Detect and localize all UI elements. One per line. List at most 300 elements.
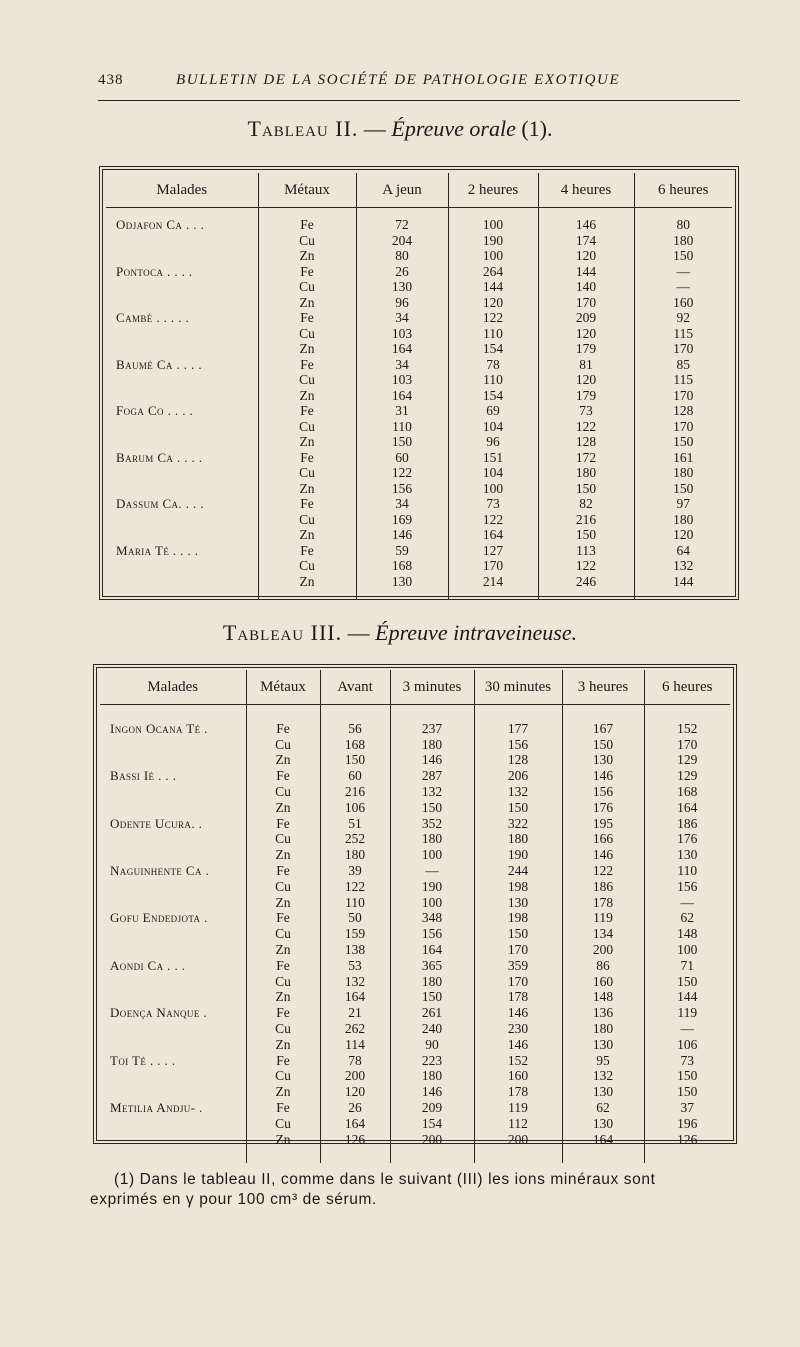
value-cell: 146 bbox=[356, 527, 448, 543]
value-cell: 154 bbox=[448, 341, 538, 357]
table2-header: Malades bbox=[106, 173, 258, 208]
value-cell: 178 bbox=[562, 895, 644, 911]
value-cell: 180 bbox=[320, 847, 390, 863]
value-cell: 92 bbox=[634, 310, 732, 326]
patient-name-cell bbox=[100, 1037, 246, 1053]
metal-cell: Fe bbox=[258, 403, 356, 419]
value-cell: 150 bbox=[474, 800, 562, 816]
table-row bbox=[100, 974, 730, 990]
metal-cell: Zn bbox=[258, 295, 356, 311]
value-cell: 120 bbox=[448, 295, 538, 311]
table-row bbox=[106, 233, 732, 249]
table3-header: 3 minutes bbox=[390, 670, 474, 705]
metal-cell: Fe bbox=[246, 958, 320, 974]
value-cell: 113 bbox=[538, 543, 634, 559]
value-cell: 122 bbox=[538, 558, 634, 574]
value-cell: 39 bbox=[320, 863, 390, 879]
table2-caption-note: (1). bbox=[515, 116, 553, 141]
value-cell: 178 bbox=[474, 989, 562, 1005]
table-row bbox=[100, 816, 730, 832]
value-cell: 246 bbox=[538, 574, 634, 590]
value-cell: 261 bbox=[390, 1005, 474, 1021]
value-cell: 164 bbox=[320, 989, 390, 1005]
value-cell: 73 bbox=[644, 1053, 730, 1069]
metal-cell: Fe bbox=[258, 264, 356, 280]
table-row bbox=[100, 768, 730, 784]
value-cell: 154 bbox=[448, 388, 538, 404]
value-cell: 148 bbox=[562, 989, 644, 1005]
value-cell: 198 bbox=[474, 879, 562, 895]
value-cell: 180 bbox=[390, 1068, 474, 1084]
metal-cell: Fe bbox=[258, 357, 356, 373]
table3-header: 3 heures bbox=[562, 670, 644, 705]
value-cell: 160 bbox=[562, 974, 644, 990]
value-cell: 119 bbox=[562, 910, 644, 926]
patient-name-cell bbox=[100, 737, 246, 753]
metal-cell: Fe bbox=[246, 721, 320, 737]
value-cell: 130 bbox=[562, 1037, 644, 1053]
value-cell: 122 bbox=[448, 512, 538, 528]
patient-name-cell bbox=[106, 419, 258, 435]
value-cell: 120 bbox=[634, 527, 732, 543]
value-cell: 150 bbox=[390, 989, 474, 1005]
table-row bbox=[106, 310, 732, 326]
value-cell: 156 bbox=[644, 879, 730, 895]
patient-name-cell bbox=[100, 989, 246, 1005]
value-cell: 156 bbox=[390, 926, 474, 942]
value-cell: 150 bbox=[644, 1068, 730, 1084]
table-row bbox=[100, 1100, 730, 1116]
value-cell: 128 bbox=[634, 403, 732, 419]
value-cell: 170 bbox=[538, 295, 634, 311]
table-spacer-cell bbox=[320, 705, 390, 721]
table-spacer-cell bbox=[562, 1147, 644, 1163]
metal-cell: Fe bbox=[258, 217, 356, 233]
value-cell: 103 bbox=[356, 372, 448, 388]
table-row bbox=[106, 372, 732, 388]
value-cell: 170 bbox=[474, 942, 562, 958]
value-cell: 180 bbox=[538, 465, 634, 481]
metal-cell: Zn bbox=[258, 341, 356, 357]
value-cell: 34 bbox=[356, 310, 448, 326]
table2-header: 4 heures bbox=[538, 173, 634, 208]
value-cell: 200 bbox=[474, 1132, 562, 1148]
value-cell: 167 bbox=[562, 721, 644, 737]
value-cell: 150 bbox=[390, 800, 474, 816]
value-cell: 180 bbox=[474, 831, 562, 847]
metal-cell: Cu bbox=[246, 926, 320, 942]
table2-caption-dash: — bbox=[358, 116, 392, 141]
table-row bbox=[100, 989, 730, 1005]
patient-name-cell bbox=[100, 1021, 246, 1037]
value-cell: 168 bbox=[320, 737, 390, 753]
metal-cell: Zn bbox=[246, 1084, 320, 1100]
value-cell: 104 bbox=[448, 419, 538, 435]
value-cell: 160 bbox=[474, 1068, 562, 1084]
value-cell: 200 bbox=[320, 1068, 390, 1084]
running-head bbox=[98, 72, 740, 94]
table-row bbox=[106, 527, 732, 543]
table-row bbox=[106, 450, 732, 466]
patient-name-cell bbox=[100, 752, 246, 768]
value-cell: 73 bbox=[448, 496, 538, 512]
value-cell: 180 bbox=[634, 233, 732, 249]
value-cell: 190 bbox=[390, 879, 474, 895]
value-cell: 164 bbox=[448, 527, 538, 543]
table-spacer-row bbox=[106, 589, 732, 599]
metal-cell: Cu bbox=[258, 326, 356, 342]
value-cell: 161 bbox=[634, 450, 732, 466]
metal-cell: Cu bbox=[258, 512, 356, 528]
value-cell: 170 bbox=[634, 341, 732, 357]
value-cell: 170 bbox=[634, 388, 732, 404]
table-row bbox=[106, 403, 732, 419]
value-cell: 120 bbox=[538, 248, 634, 264]
value-cell: 90 bbox=[390, 1037, 474, 1053]
value-cell: 132 bbox=[634, 558, 732, 574]
value-cell: 34 bbox=[356, 496, 448, 512]
value-cell: 130 bbox=[562, 1116, 644, 1132]
value-cell: 134 bbox=[562, 926, 644, 942]
table-row bbox=[106, 279, 732, 295]
value-cell: 186 bbox=[562, 879, 644, 895]
value-cell: 216 bbox=[538, 512, 634, 528]
table-row bbox=[100, 784, 730, 800]
table-row bbox=[100, 1005, 730, 1021]
value-cell: 130 bbox=[356, 279, 448, 295]
metal-cell: Zn bbox=[246, 800, 320, 816]
patient-name-cell bbox=[106, 512, 258, 528]
value-cell: 132 bbox=[562, 1068, 644, 1084]
value-cell: 73 bbox=[538, 403, 634, 419]
value-cell: 130 bbox=[474, 895, 562, 911]
patient-name-cell bbox=[100, 800, 246, 816]
metal-cell: Fe bbox=[246, 768, 320, 784]
table-spacer-row bbox=[106, 208, 732, 218]
metal-cell: Fe bbox=[246, 863, 320, 879]
table-spacer-cell bbox=[258, 589, 356, 599]
value-cell: 150 bbox=[634, 248, 732, 264]
value-cell: 190 bbox=[448, 233, 538, 249]
value-cell: 150 bbox=[356, 434, 448, 450]
value-cell: 150 bbox=[320, 752, 390, 768]
value-cell: 85 bbox=[634, 357, 732, 373]
table2-header: 6 heures bbox=[634, 173, 732, 208]
table2-header: 2 heures bbox=[448, 173, 538, 208]
patient-name-cell: Metilia Andju- . bbox=[110, 1099, 203, 1115]
value-cell: 151 bbox=[448, 450, 538, 466]
table-row bbox=[100, 910, 730, 926]
table-spacer-cell bbox=[538, 208, 634, 218]
value-cell: 160 bbox=[634, 295, 732, 311]
value-cell: 100 bbox=[644, 942, 730, 958]
metal-cell: Zn bbox=[246, 847, 320, 863]
value-cell: 186 bbox=[644, 816, 730, 832]
table3-caption-label: Tableau III. bbox=[222, 620, 343, 645]
value-cell: 179 bbox=[538, 341, 634, 357]
metal-cell: Zn bbox=[246, 989, 320, 1005]
value-cell: 122 bbox=[538, 419, 634, 435]
value-cell: 179 bbox=[538, 388, 634, 404]
value-cell: 80 bbox=[634, 217, 732, 233]
patient-name-cell: Baumé Ca . . . . bbox=[116, 356, 202, 372]
value-cell: — bbox=[644, 1021, 730, 1037]
value-cell: 168 bbox=[356, 558, 448, 574]
value-cell: 138 bbox=[320, 942, 390, 958]
value-cell: 126 bbox=[320, 1132, 390, 1148]
patient-name-cell bbox=[106, 388, 258, 404]
metal-cell: Cu bbox=[246, 737, 320, 753]
table-spacer-row bbox=[100, 1147, 730, 1163]
table-row bbox=[100, 1084, 730, 1100]
patient-name-cell bbox=[100, 974, 246, 990]
patient-name-cell bbox=[106, 326, 258, 342]
value-cell: 146 bbox=[538, 217, 634, 233]
metal-cell: Zn bbox=[246, 1037, 320, 1053]
value-cell: 110 bbox=[356, 419, 448, 435]
patient-name-cell: Odjafon Ca . . . bbox=[116, 217, 205, 232]
table-row bbox=[106, 496, 732, 512]
table-spacer-cell bbox=[448, 208, 538, 218]
table-row bbox=[100, 942, 730, 958]
value-cell: 216 bbox=[320, 784, 390, 800]
metal-cell: Fe bbox=[246, 910, 320, 926]
metal-cell: Fe bbox=[246, 816, 320, 832]
table-spacer-cell bbox=[100, 705, 246, 721]
value-cell: 53 bbox=[320, 958, 390, 974]
value-cell: 26 bbox=[356, 264, 448, 280]
metal-cell: Cu bbox=[246, 1021, 320, 1037]
value-cell: 130 bbox=[644, 847, 730, 863]
patient-name-cell bbox=[106, 558, 258, 574]
table-row bbox=[100, 1037, 730, 1053]
table-row bbox=[100, 863, 730, 879]
value-cell: 240 bbox=[390, 1021, 474, 1037]
patient-name-cell bbox=[106, 341, 258, 357]
patient-name-cell: Pontoca . . . . bbox=[116, 263, 193, 279]
value-cell: 180 bbox=[562, 1021, 644, 1037]
value-cell: 72 bbox=[356, 217, 448, 233]
value-cell: 170 bbox=[474, 974, 562, 990]
patient-name-cell: Dassum Ca. . . . bbox=[116, 496, 204, 511]
table-spacer-cell bbox=[644, 1147, 730, 1163]
value-cell: 180 bbox=[634, 465, 732, 481]
value-cell: 128 bbox=[538, 434, 634, 450]
value-cell: 129 bbox=[644, 752, 730, 768]
value-cell: 178 bbox=[474, 1084, 562, 1100]
table-row bbox=[100, 831, 730, 847]
value-cell: 31 bbox=[356, 403, 448, 419]
value-cell: 170 bbox=[448, 558, 538, 574]
patient-name-cell: Maria Té . . . . bbox=[116, 542, 199, 558]
table2 bbox=[106, 173, 732, 599]
value-cell: 132 bbox=[390, 784, 474, 800]
value-cell: 156 bbox=[474, 737, 562, 753]
value-cell: 190 bbox=[474, 847, 562, 863]
patient-name-cell bbox=[106, 434, 258, 450]
table-spacer-cell bbox=[634, 589, 732, 599]
metal-cell: Zn bbox=[258, 527, 356, 543]
table-spacer-cell bbox=[258, 208, 356, 218]
value-cell: 180 bbox=[634, 512, 732, 528]
patient-name-cell: Naguinhente Ca . bbox=[110, 862, 210, 878]
table-spacer-cell bbox=[448, 589, 538, 599]
value-cell: 204 bbox=[356, 233, 448, 249]
metal-cell: Zn bbox=[258, 248, 356, 264]
metal-cell: Zn bbox=[258, 574, 356, 590]
table2-header: A jeun bbox=[356, 173, 448, 208]
value-cell: 150 bbox=[538, 481, 634, 497]
value-cell: 119 bbox=[474, 1100, 562, 1116]
table-row bbox=[106, 558, 732, 574]
value-cell: 154 bbox=[390, 1116, 474, 1132]
patient-name-cell bbox=[100, 942, 246, 958]
table-row bbox=[100, 1021, 730, 1037]
value-cell: 114 bbox=[320, 1037, 390, 1053]
value-cell: 146 bbox=[474, 1037, 562, 1053]
value-cell: 223 bbox=[390, 1053, 474, 1069]
table3-header-row bbox=[100, 670, 730, 705]
metal-cell: Cu bbox=[246, 1068, 320, 1084]
value-cell: 164 bbox=[356, 388, 448, 404]
table-spacer-cell bbox=[562, 705, 644, 721]
patient-name-cell bbox=[106, 248, 258, 264]
value-cell: 144 bbox=[634, 574, 732, 590]
value-cell: 110 bbox=[448, 372, 538, 388]
metal-cell: Zn bbox=[258, 434, 356, 450]
table-row bbox=[106, 465, 732, 481]
metal-cell: Cu bbox=[246, 974, 320, 990]
value-cell: 69 bbox=[448, 403, 538, 419]
table3-caption bbox=[0, 620, 800, 646]
value-cell: 136 bbox=[562, 1005, 644, 1021]
value-cell: 159 bbox=[320, 926, 390, 942]
value-cell: 180 bbox=[390, 737, 474, 753]
metal-cell: Cu bbox=[258, 372, 356, 388]
table-row bbox=[106, 357, 732, 373]
table-row bbox=[106, 264, 732, 280]
value-cell: — bbox=[390, 863, 474, 879]
table-row bbox=[106, 419, 732, 435]
page-number: 438 bbox=[98, 72, 124, 88]
value-cell: 152 bbox=[644, 721, 730, 737]
value-cell: 71 bbox=[644, 958, 730, 974]
value-cell: 172 bbox=[538, 450, 634, 466]
value-cell: 120 bbox=[320, 1084, 390, 1100]
table-spacer-cell bbox=[106, 208, 258, 218]
table-row bbox=[100, 721, 730, 737]
value-cell: 168 bbox=[644, 784, 730, 800]
metal-cell: Fe bbox=[258, 496, 356, 512]
metal-cell: Zn bbox=[258, 481, 356, 497]
metal-cell: Cu bbox=[246, 784, 320, 800]
table-row bbox=[106, 295, 732, 311]
value-cell: 132 bbox=[320, 974, 390, 990]
table3-caption-title: Épreuve intraveineuse. bbox=[375, 620, 578, 645]
table-row bbox=[100, 1116, 730, 1132]
value-cell: 122 bbox=[562, 863, 644, 879]
value-cell: 166 bbox=[562, 831, 644, 847]
value-cell: 106 bbox=[644, 1037, 730, 1053]
patient-name-cell bbox=[100, 1068, 246, 1084]
table-row bbox=[106, 326, 732, 342]
value-cell: 146 bbox=[474, 1005, 562, 1021]
value-cell: 144 bbox=[448, 279, 538, 295]
value-cell: 237 bbox=[390, 721, 474, 737]
table-spacer-cell bbox=[246, 705, 320, 721]
value-cell: 144 bbox=[644, 989, 730, 1005]
table-spacer-cell bbox=[390, 705, 474, 721]
metal-cell: Fe bbox=[246, 1005, 320, 1021]
table-spacer-cell bbox=[100, 1147, 246, 1163]
value-cell: 106 bbox=[320, 800, 390, 816]
patient-name-cell: Ingon Ocana Té . bbox=[110, 720, 208, 736]
value-cell: 95 bbox=[562, 1053, 644, 1069]
table-row bbox=[100, 800, 730, 816]
value-cell: 359 bbox=[474, 958, 562, 974]
value-cell: 60 bbox=[356, 450, 448, 466]
table3-header: 6 heures bbox=[644, 670, 730, 705]
table-spacer-cell bbox=[320, 1147, 390, 1163]
value-cell: 176 bbox=[644, 831, 730, 847]
table-row bbox=[106, 434, 732, 450]
patient-name-cell: Bassi Ié . . . bbox=[110, 768, 177, 784]
value-cell: 37 bbox=[644, 1100, 730, 1116]
value-cell: 21 bbox=[320, 1005, 390, 1021]
value-cell: 130 bbox=[562, 1084, 644, 1100]
value-cell: 164 bbox=[644, 800, 730, 816]
value-cell: 122 bbox=[356, 465, 448, 481]
value-cell: 119 bbox=[644, 1005, 730, 1021]
table-spacer-cell bbox=[634, 208, 732, 218]
table3 bbox=[100, 670, 730, 1163]
table2-caption-title: Épreuve orale bbox=[391, 116, 516, 141]
value-cell: 156 bbox=[562, 784, 644, 800]
table-row bbox=[100, 1053, 730, 1069]
value-cell: 60 bbox=[320, 768, 390, 784]
value-cell: 78 bbox=[448, 357, 538, 373]
patient-name-cell: Aondi Ca . . . bbox=[110, 957, 186, 973]
patient-name-cell bbox=[100, 847, 246, 863]
table-row bbox=[100, 895, 730, 911]
value-cell: 64 bbox=[634, 543, 732, 559]
value-cell: — bbox=[634, 279, 732, 295]
value-cell: 26 bbox=[320, 1100, 390, 1116]
value-cell: 130 bbox=[356, 574, 448, 590]
patient-name-cell: Barum Ca . . . . bbox=[116, 449, 203, 465]
value-cell: 164 bbox=[562, 1132, 644, 1148]
metal-cell: Zn bbox=[246, 752, 320, 768]
value-cell: 100 bbox=[448, 248, 538, 264]
footnote-line-2: exprimés en γ pour 100 cm³ de sérum. bbox=[90, 1191, 377, 1208]
value-cell: 146 bbox=[390, 752, 474, 768]
value-cell: 169 bbox=[356, 512, 448, 528]
patient-name-cell bbox=[100, 1132, 246, 1148]
value-cell: 81 bbox=[538, 357, 634, 373]
value-cell: 262 bbox=[320, 1021, 390, 1037]
value-cell: 112 bbox=[474, 1116, 562, 1132]
metal-cell: Cu bbox=[258, 233, 356, 249]
table-row bbox=[100, 926, 730, 942]
metal-cell: Cu bbox=[246, 831, 320, 847]
value-cell: 50 bbox=[320, 910, 390, 926]
value-cell: 174 bbox=[538, 233, 634, 249]
patient-name-cell bbox=[100, 1084, 246, 1100]
patient-name-cell bbox=[100, 784, 246, 800]
patient-name-cell bbox=[106, 465, 258, 481]
value-cell: 150 bbox=[644, 974, 730, 990]
value-cell: 148 bbox=[644, 926, 730, 942]
